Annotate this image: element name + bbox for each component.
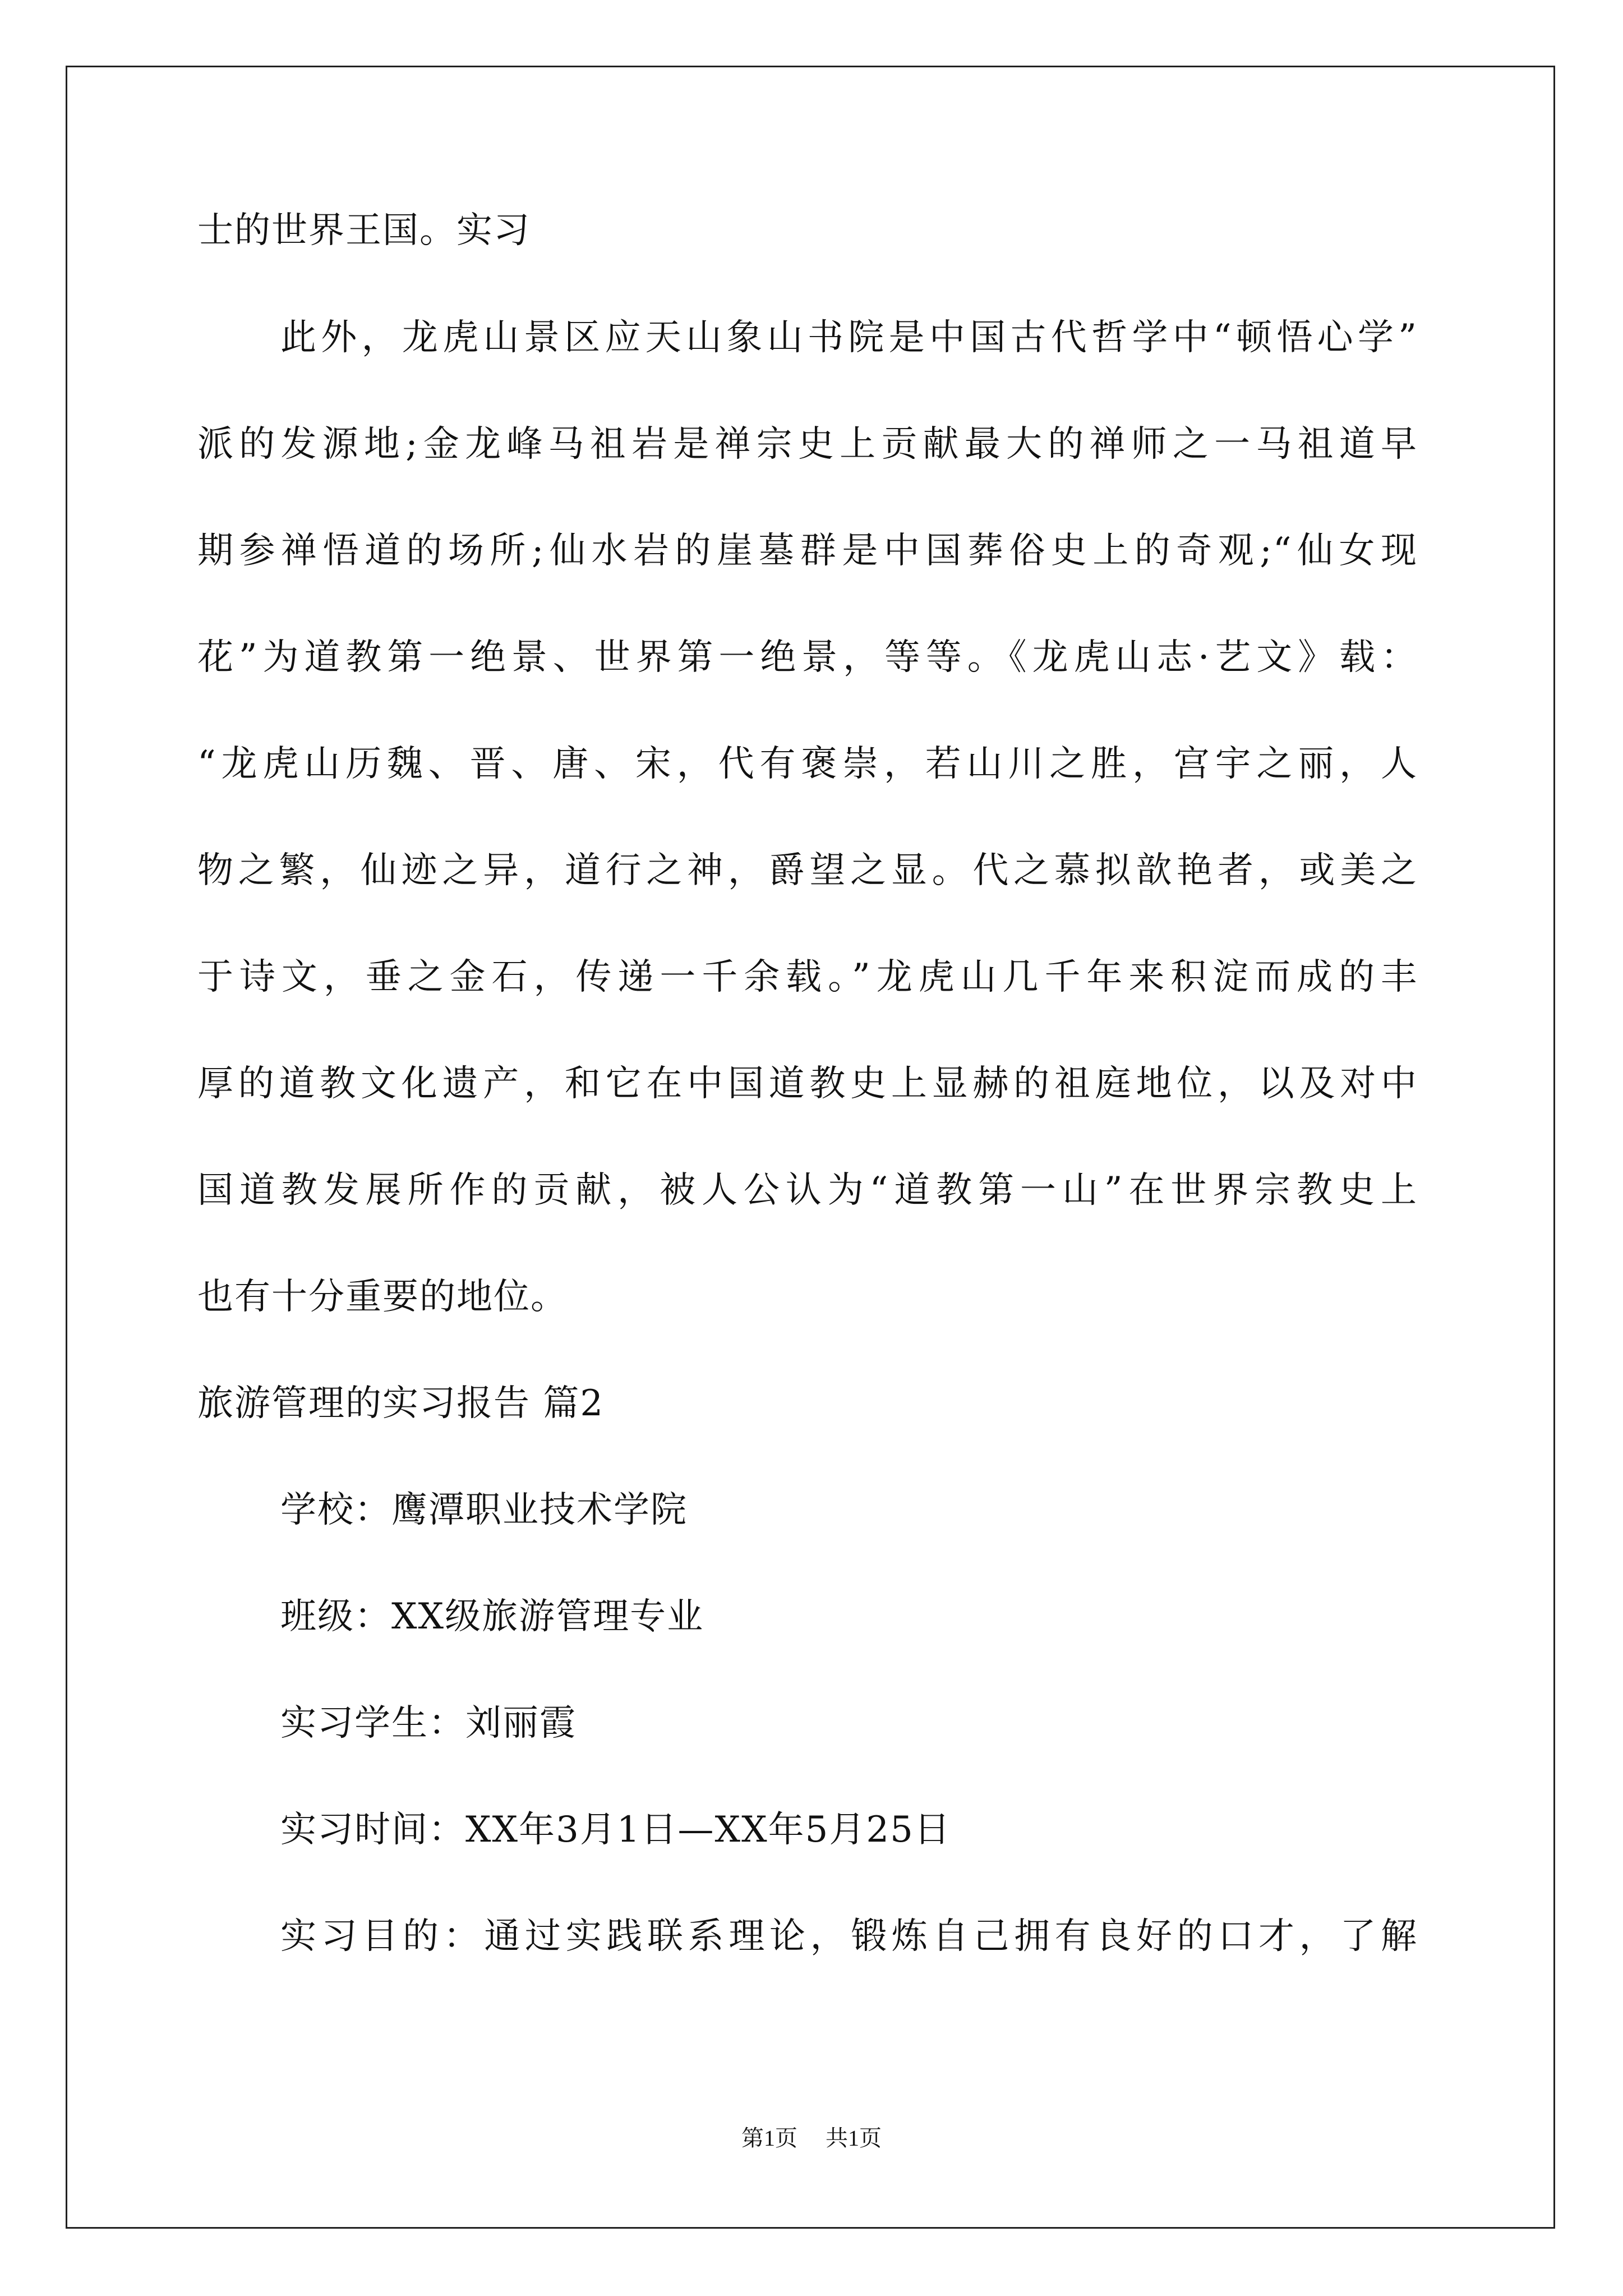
section-heading: 旅游管理的实习报告 篇2	[197, 1383, 605, 1424]
info-student: 实习学生：刘丽霞	[280, 1703, 577, 1744]
paragraph-line: 厚的道教文化遗产，和它在中国道教史上显赫的祖庭地位，以及对中	[197, 1063, 1418, 1105]
page-border	[66, 66, 1555, 2229]
paragraph-line: 花”为道教第一绝景、世界第一绝景，等等。《龙虎山志·艺文》载：	[197, 637, 1418, 678]
paragraph-line: “龙虎山历魏、晋、唐、宋，代有褒崇，若山川之胜，宫宇之丽，人	[197, 743, 1418, 785]
paragraph-line: 于诗文，垂之金石，传递一千余载。”龙虎山几千年来积淀而成的丰	[197, 956, 1418, 998]
paragraph-line: 期参禅悟道的场所;仙水岩的崖墓群是中国葬俗史上的奇观;“仙女现	[197, 530, 1418, 572]
info-class: 班级：XX级旅游管理专业	[280, 1596, 704, 1637]
info-school: 学校：鹰潭职业技术学院	[280, 1489, 688, 1531]
page-number: 第1页	[741, 2125, 797, 2151]
paragraph-line: 国道教发展所作的贡献，被人公认为“道教第一山”在世界宗教史上	[197, 1170, 1418, 1211]
page-footer	[0, 2124, 1623, 2152]
info-purpose: 实习目的：通过实践联系理论，锻炼自己拥有良好的口才，了解	[280, 1916, 1418, 1957]
paragraph-line: 也有十分重要的地位。	[197, 1276, 568, 1318]
paragraph-line: 派的发源地;金龙峰马祖岩是禅宗史上贡献最大的禅师之一马祖道早	[197, 424, 1418, 465]
page-total: 共1页	[826, 2125, 882, 2151]
paragraph-line: 士的世界王国。实习	[197, 210, 531, 251]
paragraph-line: 物之繁，仙迹之异，道行之神，爵望之显。代之慕拟歆艳者，或美之	[197, 850, 1418, 891]
info-period: 实习时间：XX年3月1日—XX年5月25日	[280, 1809, 951, 1851]
paragraph-line: 此外，龙虎山景区应天山象山书院是中国古代哲学中“顿悟心学”	[280, 317, 1418, 358]
